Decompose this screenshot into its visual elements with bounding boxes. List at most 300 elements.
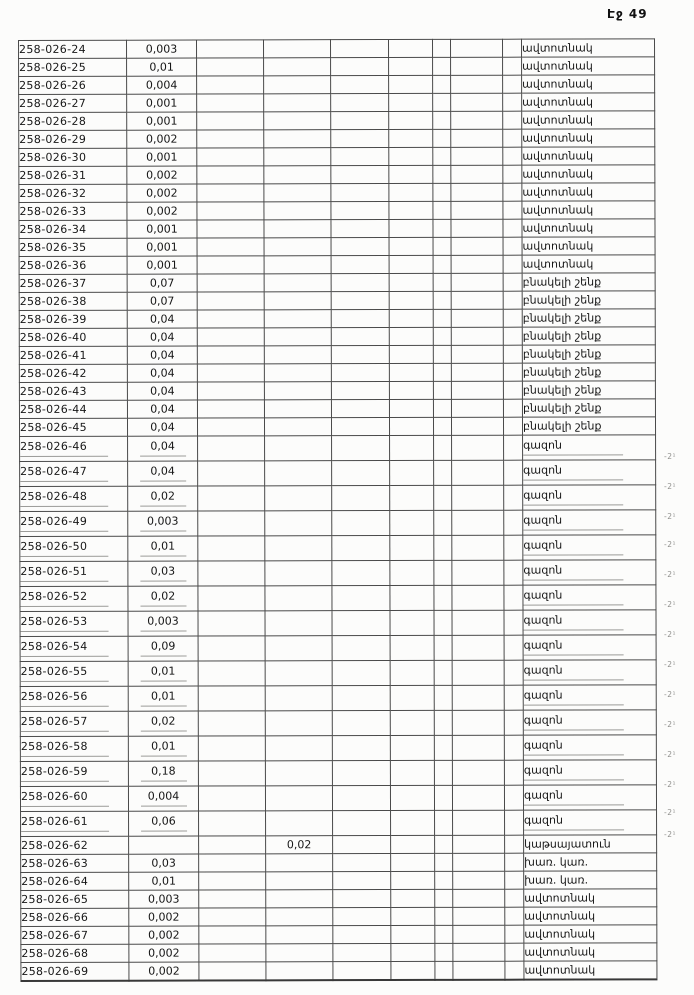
cell-empty-7 [433, 399, 451, 417]
cell-empty-3 [198, 686, 265, 711]
area-value: 0,04 [150, 367, 175, 381]
cell-area [128, 511, 198, 536]
cell-empty-9 [504, 435, 523, 460]
cell-empty-6 [390, 460, 434, 485]
table-row [19, 165, 655, 185]
table-row [21, 871, 657, 891]
cell-parcel-code [19, 220, 127, 238]
cell-purpose [522, 57, 655, 75]
cell-empty-3 [197, 400, 264, 418]
cell-empty-5 [331, 346, 389, 364]
cell-empty-3 [198, 736, 265, 761]
margin-annotation: -2¹ [664, 720, 676, 729]
table-row [19, 111, 655, 131]
cell-empty-9 [503, 255, 522, 273]
cell-empty-6 [390, 485, 434, 510]
cell-area [128, 536, 198, 561]
parcel-code: 258-026-33 [19, 205, 87, 219]
cell-area [127, 58, 197, 76]
cell-col4 [264, 94, 331, 112]
cell-col4 [264, 148, 331, 166]
cell-area [127, 238, 197, 256]
cell-parcel-code [20, 486, 128, 511]
cell-empty-9 [505, 907, 524, 925]
cell-purpose [522, 309, 655, 327]
margin-annotation: -2¹ [664, 690, 676, 699]
cell-empty-8 [451, 417, 503, 435]
cell-purpose [522, 129, 655, 147]
cell-empty-5 [331, 256, 389, 274]
cell-col4 [265, 736, 332, 761]
cell-empty-8 [451, 345, 503, 363]
cell-empty-5 [331, 274, 389, 292]
cell-parcel-code [19, 76, 127, 94]
parcel-code: 258-026-31 [19, 169, 87, 183]
parcel-code: 258-026-42 [19, 367, 87, 381]
cell-parcel-code [21, 962, 129, 980]
cell-empty-3 [199, 854, 266, 872]
cell-parcel-code [21, 890, 129, 908]
cell-purpose [522, 219, 655, 237]
table-row [19, 273, 655, 293]
purpose-label: ավտոտնակ [522, 239, 594, 254]
cell-empty-8 [451, 57, 503, 75]
cell-empty-7 [433, 219, 451, 237]
cell-purpose [522, 183, 655, 201]
cell-empty-9 [504, 760, 523, 785]
parcel-code: 258-026-30 [19, 151, 87, 165]
margin-annotation: -2¹ [664, 600, 676, 609]
parcel-code: 258-026-66 [21, 911, 89, 925]
purpose-label: ավտոտնակ [524, 945, 596, 960]
cell-area [128, 661, 198, 686]
purpose-label: ավտոտնակ [522, 59, 593, 74]
purpose-label: բնակելի շենք [522, 419, 602, 434]
cell-empty-5 [332, 611, 390, 636]
cell-empty-9 [505, 853, 524, 871]
cell-empty-8 [452, 635, 504, 660]
cell-empty-7 [435, 835, 453, 853]
cell-empty-6 [389, 345, 433, 363]
area-value: 0,07 [149, 277, 175, 291]
cell-empty-3 [198, 711, 265, 736]
cell-empty-3 [198, 436, 265, 461]
parcel-code: 258-026-60 [21, 791, 109, 807]
cell-parcel-code [20, 661, 128, 686]
cell-empty-7 [434, 660, 452, 685]
area-value: 0,001 [145, 115, 178, 129]
cell-purpose [523, 685, 656, 710]
cell-area [128, 486, 198, 511]
cell-purpose [523, 635, 656, 660]
parcel-code: 258-026-63 [21, 857, 89, 871]
cell-empty-7 [434, 685, 452, 710]
cell-empty-5 [332, 436, 390, 461]
cell-empty-3 [197, 238, 264, 256]
area-value: 0,04 [150, 385, 175, 399]
table-row [20, 760, 656, 787]
cell-area [128, 636, 198, 661]
cell-area [127, 148, 197, 166]
cell-empty-3 [199, 811, 266, 836]
cell-purpose [522, 75, 655, 93]
area-value: 0,03 [140, 566, 186, 582]
cell-empty-3 [198, 786, 265, 811]
cell-empty-9 [504, 685, 523, 710]
purpose-label: ավտոտնակ [522, 77, 593, 92]
table-row [21, 853, 657, 873]
area-value: 0,01 [151, 875, 176, 889]
parcel-code: 258-026-35 [19, 241, 87, 255]
cell-empty-7 [433, 201, 451, 219]
table-row [19, 381, 655, 401]
cell-col4 [265, 611, 332, 636]
purpose-label: գազոն [524, 665, 624, 681]
purpose-label: ավտոտնակ [522, 257, 594, 272]
cell-col4 [265, 586, 332, 611]
cell-col4 [264, 382, 331, 400]
cell-empty-9 [503, 75, 522, 93]
cell-parcel-code [19, 418, 127, 436]
cell-parcel-code [20, 686, 128, 711]
cell-empty-6 [389, 111, 433, 129]
cell-empty-5 [331, 184, 389, 202]
cell-area [128, 686, 198, 711]
cell-empty-3 [198, 511, 265, 536]
purpose-label: ավտոտնակ [522, 113, 593, 128]
cell-empty-3 [197, 148, 264, 166]
cell-empty-6 [389, 363, 433, 381]
area-value: 0,07 [149, 295, 175, 309]
purpose-label: ավտոտնակ [524, 963, 596, 977]
cell-empty-6 [389, 273, 433, 291]
cell-empty-5 [331, 400, 389, 418]
cell-empty-3 [199, 908, 266, 926]
cell-col4 [264, 112, 331, 130]
col4-value: 0,02 [286, 838, 312, 852]
cell-empty-7 [433, 291, 451, 309]
cell-empty-6 [391, 943, 435, 961]
cell-empty-9 [503, 273, 522, 291]
cell-col4 [264, 58, 331, 76]
cell-parcel-code [19, 400, 127, 418]
cell-purpose [524, 907, 657, 925]
cell-empty-8 [452, 785, 504, 810]
cell-area [127, 400, 197, 418]
cell-area [129, 926, 199, 944]
parcel-code: 258-026-27 [19, 97, 87, 111]
area-value: 0,01 [149, 61, 174, 75]
cell-col4 [264, 346, 331, 364]
cell-empty-3 [199, 872, 266, 890]
cell-empty-9 [503, 111, 522, 129]
cell-empty-5 [333, 890, 391, 908]
cell-col4 [264, 130, 331, 148]
cell-empty-8 [451, 381, 503, 399]
area-value: 0,003 [140, 616, 186, 632]
cell-empty-5 [331, 364, 389, 382]
cell-empty-8 [453, 853, 505, 871]
cell-empty-3 [198, 586, 265, 611]
cell-empty-5 [331, 40, 389, 58]
area-value: 0,01 [140, 541, 186, 557]
cell-col4 [264, 256, 331, 274]
cell-empty-7 [433, 417, 451, 435]
cell-empty-6 [389, 183, 433, 201]
table-row [19, 129, 655, 149]
cell-empty-6 [391, 835, 435, 853]
cell-parcel-code [19, 364, 127, 382]
table-row [21, 889, 657, 909]
cell-parcel-code [20, 561, 128, 586]
purpose-label: գազոն [524, 640, 624, 656]
cell-empty-8 [452, 485, 504, 510]
cell-empty-9 [504, 735, 523, 760]
cell-col4 [264, 310, 331, 328]
cell-col4 [264, 76, 331, 94]
area-value: 0,002 [148, 911, 180, 925]
cell-empty-8 [453, 907, 505, 925]
cell-empty-6 [389, 327, 433, 345]
page-number: Էջ 49 [607, 7, 648, 21]
cell-empty-7 [433, 111, 451, 129]
area-value: 0,01 [140, 666, 186, 682]
cell-col4 [264, 166, 331, 184]
cell-empty-9 [502, 39, 521, 57]
cell-empty-5 [332, 636, 390, 661]
cell-empty-8 [453, 961, 505, 979]
cell-purpose [524, 871, 657, 889]
cell-parcel-code [20, 586, 128, 611]
cell-empty-6 [390, 685, 434, 710]
cell-area [127, 130, 197, 148]
area-value: 0,04 [149, 313, 175, 327]
table-row [19, 147, 655, 167]
parcel-code: 258-026-56 [21, 691, 109, 707]
cell-parcel-code [19, 274, 127, 292]
cell-empty-8 [451, 147, 503, 165]
cell-purpose [523, 460, 656, 485]
cell-empty-3 [197, 202, 264, 220]
purpose-label: գազոն [523, 565, 623, 581]
parcel-code: 258-026-64 [21, 875, 89, 889]
cell-empty-7 [434, 585, 452, 610]
cell-empty-8 [452, 585, 504, 610]
cell-empty-8 [453, 835, 505, 853]
cell-empty-5 [332, 561, 390, 586]
cell-empty-9 [503, 57, 522, 75]
cell-empty-3 [197, 166, 264, 184]
purpose-label: գազոն [524, 615, 624, 631]
cell-empty-7 [435, 889, 453, 907]
cell-empty-6 [389, 165, 433, 183]
purpose-label: գազոն [523, 490, 623, 506]
cell-empty-7 [434, 785, 452, 810]
cell-col4 [264, 202, 331, 220]
cell-empty-7 [434, 535, 452, 560]
cell-col4 [264, 328, 331, 346]
purpose-label: ավտոտնակ [522, 131, 594, 146]
purpose-label: բնակելի շենք [522, 365, 602, 380]
cell-parcel-code [21, 926, 129, 944]
cell-area [127, 256, 197, 274]
area-value: 0,001 [146, 151, 178, 165]
cell-purpose [523, 785, 656, 810]
purpose-label: ավտոտնակ [522, 167, 594, 182]
cell-parcel-code [19, 94, 127, 112]
cell-parcel-code [19, 202, 127, 220]
cell-empty-5 [332, 786, 390, 811]
cell-empty-3 [199, 926, 266, 944]
cell-empty-6 [390, 760, 434, 785]
cell-parcel-code [19, 292, 127, 310]
purpose-label: բնակելի շենք [522, 293, 602, 308]
table-row [19, 255, 655, 275]
cell-empty-9 [504, 635, 523, 660]
cell-empty-8 [453, 871, 505, 889]
cell-area [129, 811, 199, 836]
cell-purpose [522, 201, 655, 219]
cell-purpose [523, 535, 656, 560]
cell-parcel-code [20, 461, 128, 486]
cell-empty-3 [197, 130, 264, 148]
cell-purpose [524, 925, 657, 943]
cell-empty-8 [452, 760, 504, 785]
margin-annotation: -2¹ [664, 482, 676, 491]
cell-col4 [265, 461, 332, 486]
cell-empty-9 [504, 485, 523, 510]
cell-purpose [522, 399, 655, 417]
cell-parcel-code [20, 536, 128, 561]
cell-empty-3 [199, 962, 266, 980]
cell-empty-3 [198, 561, 265, 586]
cell-area [128, 461, 198, 486]
cell-col4 [264, 40, 331, 58]
cell-parcel-code [19, 184, 127, 202]
cell-area [127, 346, 197, 364]
cell-col4 [265, 761, 332, 786]
table-row [19, 327, 655, 347]
cell-purpose [523, 660, 656, 685]
cell-empty-7 [434, 710, 452, 735]
cell-empty-6 [390, 535, 434, 560]
cell-empty-6 [390, 610, 434, 635]
cell-col4 [265, 486, 332, 511]
parcel-code: 258-026-32 [19, 187, 87, 201]
cell-empty-7 [434, 485, 452, 510]
cell-parcel-code [20, 436, 128, 461]
parcel-code: 258-026-62 [21, 839, 89, 853]
purpose-label: ավտոտնակ [524, 927, 596, 942]
area-value: 0,02 [140, 591, 186, 607]
parcel-code: 258-026-45 [19, 421, 87, 435]
cell-area [127, 40, 197, 58]
cell-purpose [524, 835, 657, 853]
cell-empty-5 [331, 148, 389, 166]
table-row [20, 685, 656, 712]
margin-annotation: -2¹ [664, 660, 676, 669]
cell-empty-6 [389, 381, 433, 399]
purpose-label: ավտոտնակ [522, 41, 593, 56]
cell-purpose [522, 111, 655, 129]
cell-area [127, 94, 197, 112]
margin-annotation: -2¹ [664, 750, 676, 759]
cell-empty-9 [503, 129, 522, 147]
cell-col4 [265, 561, 332, 586]
parcel-code: 258-026-57 [21, 716, 109, 732]
cell-col4 [266, 890, 333, 908]
cell-col4 [266, 908, 333, 926]
cell-empty-6 [389, 237, 433, 255]
cell-area [127, 220, 197, 238]
cell-empty-3 [197, 220, 264, 238]
cell-area [127, 328, 197, 346]
cell-col4 [264, 418, 331, 436]
cell-empty-8 [451, 165, 503, 183]
cell-empty-7 [434, 460, 452, 485]
cell-empty-6 [389, 417, 433, 435]
table-row [19, 57, 655, 77]
cell-empty-9 [503, 363, 522, 381]
cell-col4 [266, 854, 333, 872]
cell-empty-9 [503, 201, 522, 219]
cell-empty-7 [433, 273, 451, 291]
cell-empty-6 [389, 309, 433, 327]
purpose-label: գազոն [523, 540, 623, 556]
cell-col4 [264, 400, 331, 418]
cell-empty-7 [433, 255, 451, 273]
cell-empty-3 [199, 836, 266, 854]
cell-empty-9 [503, 327, 522, 345]
cell-empty-5 [332, 761, 390, 786]
cell-empty-6 [390, 585, 434, 610]
area-value: 0,002 [146, 187, 178, 201]
parcel-code: 258-026-37 [19, 277, 87, 291]
cell-empty-8 [451, 255, 503, 273]
table-row [20, 635, 656, 662]
table-row [20, 435, 656, 462]
cell-empty-9 [504, 710, 523, 735]
cell-col4 [265, 711, 332, 736]
cell-empty-7 [433, 93, 451, 111]
cell-empty-9 [505, 835, 524, 853]
cell-col4 [265, 511, 332, 536]
cell-area [129, 872, 199, 890]
cell-empty-8 [451, 363, 503, 381]
margin-annotation: -2¹ [664, 830, 676, 839]
cell-empty-5 [331, 130, 389, 148]
cell-purpose [524, 853, 657, 871]
cell-empty-5 [331, 238, 389, 256]
cell-purpose [523, 610, 656, 635]
cell-empty-7 [435, 961, 453, 979]
table-row [20, 485, 656, 512]
cell-empty-6 [390, 710, 434, 735]
cell-empty-3 [197, 310, 264, 328]
parcel-code: 258-026-47 [20, 466, 108, 482]
cell-empty-5 [333, 926, 391, 944]
cell-empty-6 [389, 147, 433, 165]
cell-empty-3 [197, 256, 264, 274]
cell-empty-7 [435, 853, 453, 871]
area-value: 0,04 [150, 403, 175, 417]
cell-empty-5 [331, 382, 389, 400]
cell-empty-7 [434, 560, 452, 585]
cell-empty-7 [434, 610, 452, 635]
cell-purpose [523, 735, 656, 760]
parcel-code: 258-026-24 [19, 43, 86, 57]
cell-empty-3 [197, 346, 264, 364]
